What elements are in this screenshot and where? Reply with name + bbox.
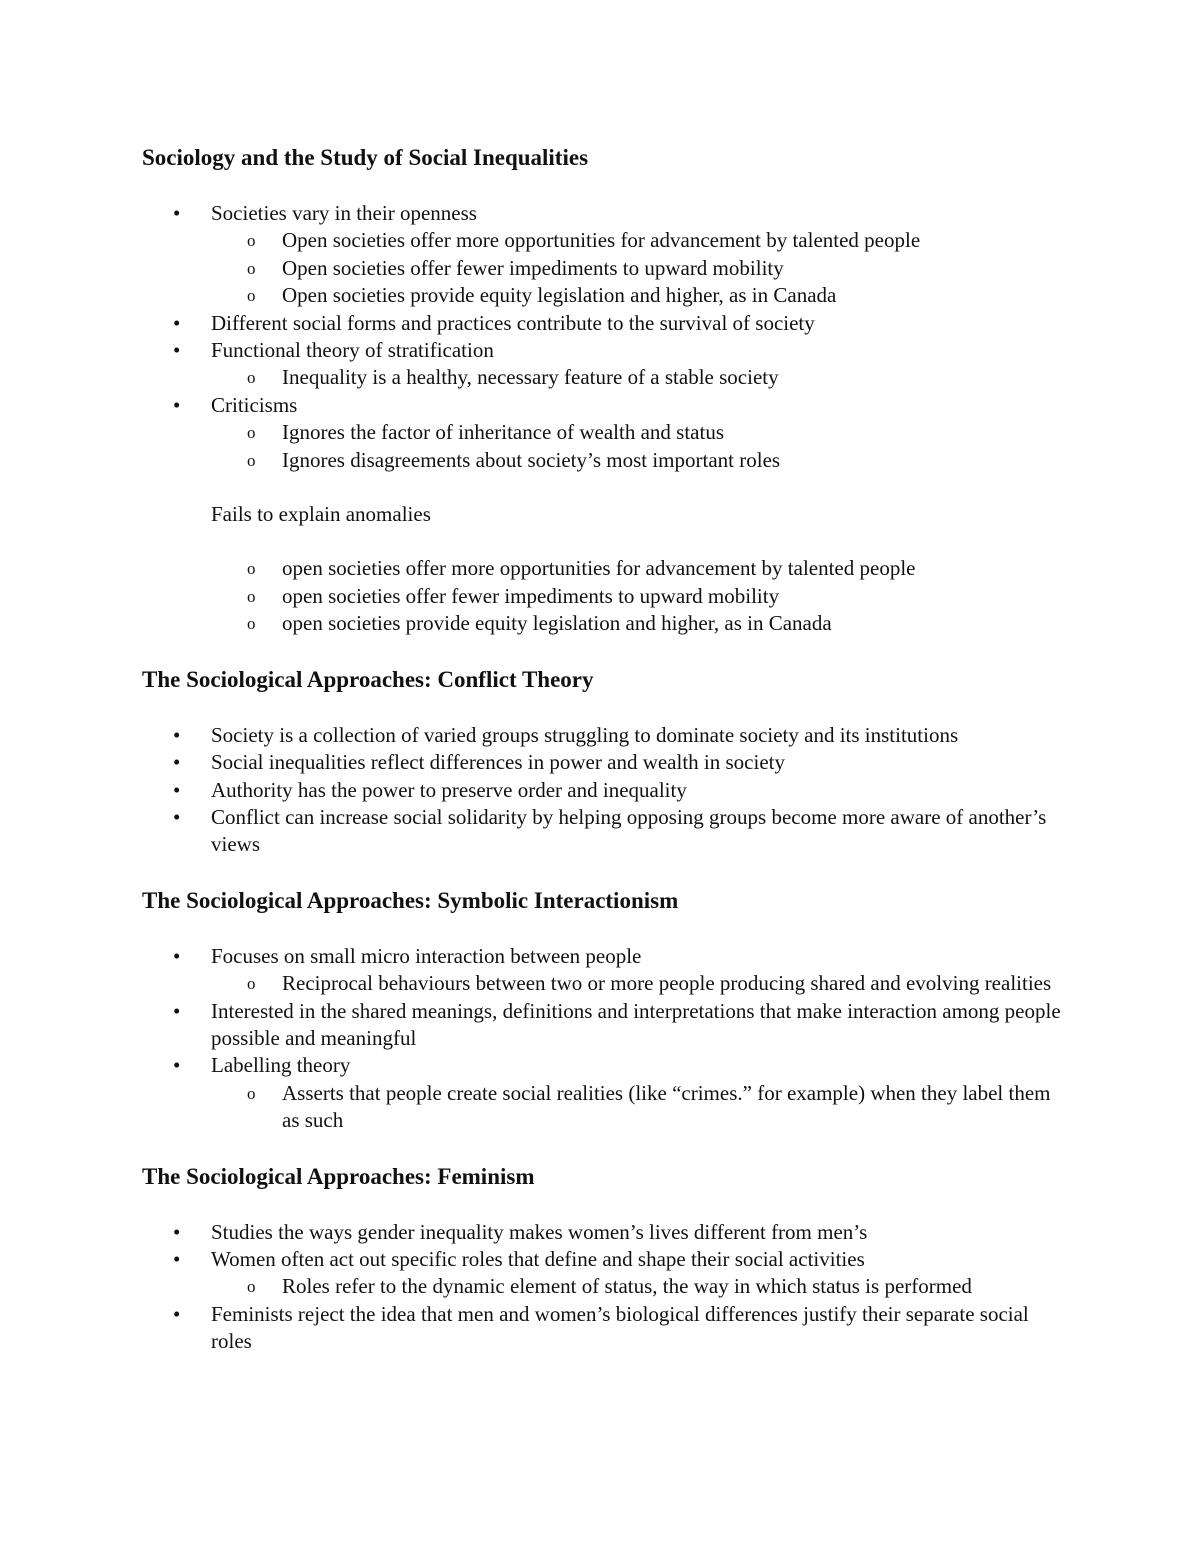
sub-list-item: o Asserts that people create social realities (like “crimes.” for example) when they label them as such <box>247 1080 1051 1133</box>
sub-list-item: o Open societies offer more opportunities for advancement by talented people <box>142 227 1072 254</box>
sub-bullet-icon: o <box>247 1277 256 1297</box>
bullet-list <box>142 722 1072 859</box>
list-item: • Social inequalities reflect differences in power and wealth in society <box>142 749 1072 776</box>
bullet-icon: • <box>173 943 181 968</box>
list-item: • Society is a collection of varied groups struggling to dominate society and its institutions <box>142 722 1072 749</box>
section-symbolic-interactionism <box>142 886 1072 1135</box>
bullet-icon: • <box>173 1301 181 1326</box>
sub-list-item: o Open societies offer fewer impediments to upward mobility <box>142 255 1072 282</box>
sub-bullet-icon: o <box>247 450 256 470</box>
list-item: • Conflict can increase social solidarity by helping opposing groups become more aware of another’s views <box>173 804 1047 857</box>
sub-bullet-icon: o <box>247 423 256 443</box>
list-item: • Functional theory of stratification <box>142 337 1072 364</box>
list-item: • Focuses on small micro interaction between people <box>142 943 1072 970</box>
bullet-icon: • <box>173 750 181 775</box>
bullet-list <box>142 200 1072 474</box>
list-item: • Interested in the shared meanings, definitions and interpretations that make interaction among people possible and meaningful <box>173 998 1061 1050</box>
sub-list-item: o Reciprocal behaviours between two or more people producing shared and evolving realities <box>142 970 1072 997</box>
bullet-icon: • <box>173 998 181 1023</box>
list-item: • Feminists reject the idea that men and women’s biological differences justify their separate social roles <box>173 1301 1029 1354</box>
sub-bullet-icon: o <box>247 586 256 606</box>
sub-bullet-icon: o <box>247 231 256 251</box>
bullet-icon: • <box>173 804 181 829</box>
section-heading: The Sociological Approaches: Conflict Theory <box>142 666 594 692</box>
sub-list-item: o open societies provide equity legislation and higher, as in Canada <box>142 610 1072 637</box>
sub-list-item: o Ignores the factor of inheritance of wealth and status <box>142 419 1072 446</box>
bullet-icon: • <box>173 1219 181 1244</box>
sub-bullet-icon: o <box>247 559 256 579</box>
section-social-inequalities <box>142 143 1072 638</box>
bullet-list <box>142 943 1072 1135</box>
sub-list-item: o open societies offer more opportunities for advancement by talented people <box>142 555 1072 582</box>
bullet-icon: • <box>173 392 181 417</box>
paragraph-anomalies: Fails to explain anomalies <box>211 502 431 527</box>
list-item: • Criticisms <box>142 392 1072 419</box>
bullet-list <box>142 1219 1072 1356</box>
list-item: • Authority has the power to preserve order and inequality <box>142 777 1072 804</box>
bullet-icon: • <box>173 338 181 363</box>
sub-list-item: o Inequality is a healthy, necessary feature of a stable society <box>142 364 1072 391</box>
section-heading: The Sociological Approaches: Symbolic Interactionism <box>142 887 679 913</box>
list-item: • Women often act out specific roles that define and shape their social activities <box>142 1246 1072 1273</box>
sub-bullet-icon: o <box>247 286 256 306</box>
bullet-icon: • <box>173 310 181 335</box>
bullet-icon: • <box>173 722 181 747</box>
section-heading: Sociology and the Study of Social Inequalities <box>142 145 589 170</box>
list-item: • Different social forms and practices contribute to the survival of society <box>142 310 1072 337</box>
sub-bullet-icon: o <box>247 258 256 278</box>
sub-list-item: o Roles refer to the dynamic element of status, the way in which status is performed <box>142 1273 1072 1300</box>
bullet-icon: • <box>173 1053 181 1078</box>
sub-bullet-icon: o <box>247 614 256 634</box>
document-content <box>142 143 1072 1356</box>
section-feminism <box>142 1162 1072 1356</box>
list-item: • Labelling theory <box>142 1052 1072 1079</box>
sub-list-item: o open societies offer fewer impediments to upward mobility <box>142 583 1072 610</box>
list-item: • Studies the ways gender inequality makes women’s lives different from men’s <box>142 1219 1072 1246</box>
bullet-icon: • <box>173 201 181 225</box>
anomalies-list <box>142 555 1072 637</box>
bullet-icon: • <box>173 1246 181 1271</box>
sub-bullet-icon: o <box>247 974 256 994</box>
bullet-icon: • <box>173 777 181 802</box>
section-conflict-theory <box>142 665 1072 859</box>
section-heading: The Sociological Approaches: Feminism <box>142 1163 535 1189</box>
sub-bullet-icon: o <box>247 368 256 388</box>
sub-list-item: o Open societies provide equity legislation and higher, as in Canada <box>142 282 1072 309</box>
sub-list-item: o Ignores disagreements about society’s most important roles <box>142 447 1072 474</box>
list-item: • Societies vary in their openness <box>142 200 1072 227</box>
sub-bullet-icon: o <box>247 1083 256 1103</box>
